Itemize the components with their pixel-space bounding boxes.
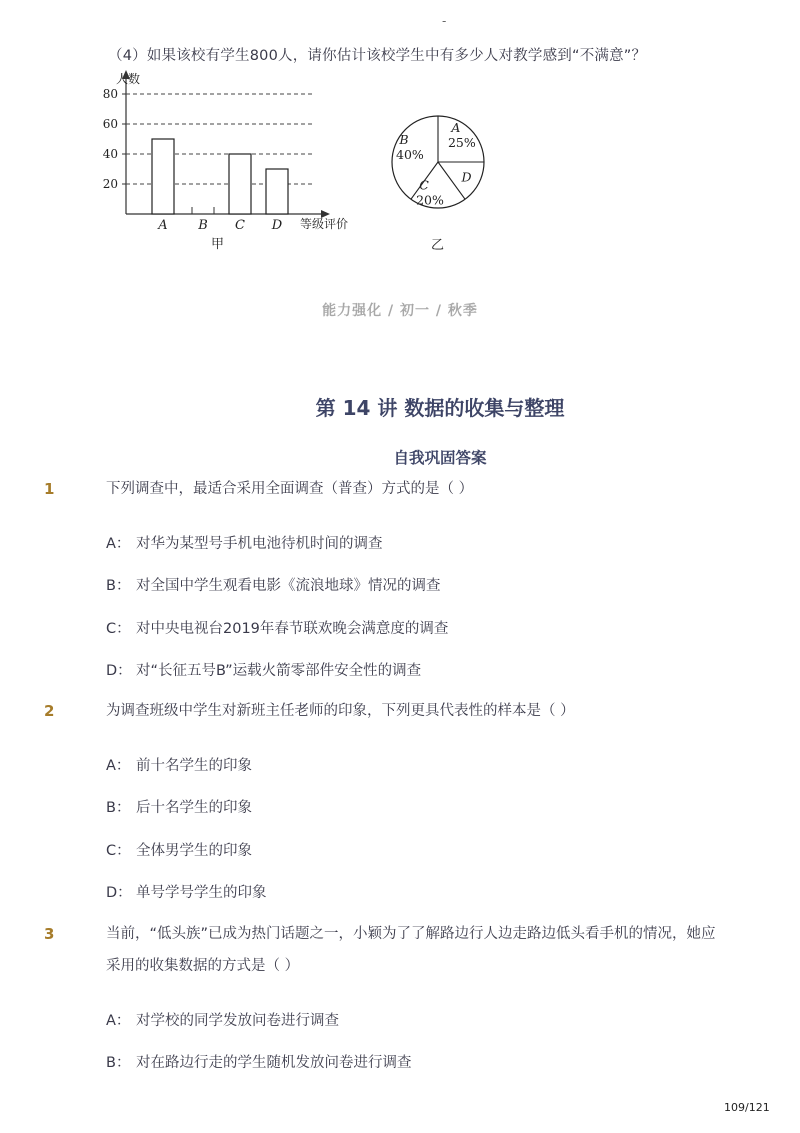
watermark-text: 能力强化 / 初一 / 秋季 — [322, 303, 478, 319]
bar-y-tick-label: 80 — [102, 87, 118, 101]
bar-y-tick-label: 20 — [102, 177, 118, 191]
bar-d — [266, 169, 288, 214]
pie-label-a: A — [451, 120, 461, 136]
option-2c — [106, 839, 252, 860]
option-text: 前十名学生的印象 — [136, 758, 252, 774]
option-1a — [106, 532, 383, 553]
option-text: 对全国中学生观看电影《流浪地球》情况的调查 — [136, 578, 441, 594]
option-2d — [106, 881, 267, 902]
question-text: 为调查班级中学生对新班主任老师的印象，下列更具代表性的样本是（ ） — [106, 703, 575, 719]
header-mark: - — [442, 14, 447, 28]
option-2a — [106, 754, 252, 775]
option-label: B： — [106, 800, 131, 816]
bar-y-label: 人数 — [116, 72, 141, 86]
option-label: B： — [106, 1055, 131, 1071]
option-3b — [106, 1051, 412, 1072]
charts-figure — [90, 66, 510, 260]
lesson-title: 第 14 讲 数据的收集与整理 — [315, 396, 565, 420]
bar-y-tick-label: 40 — [102, 147, 118, 161]
pie-caption: 乙 — [431, 238, 445, 253]
question-4-text: （4）如果该校有学生800人，请你估计该校学生中有多少人对教学感到“不满意”？ — [108, 48, 647, 64]
option-text: 后十名学生的印象 — [136, 800, 252, 816]
pie-label-c: C — [419, 177, 429, 193]
option-label: B： — [106, 578, 131, 594]
bar-a — [152, 139, 174, 214]
option-2b — [106, 796, 252, 817]
option-text: 单号学号学生的印象 — [136, 885, 267, 901]
pie-pct-b: 40% — [396, 147, 424, 163]
option-label: A： — [106, 758, 131, 774]
question-number: 2 — [44, 702, 55, 720]
bar-x-tick-label: C — [235, 218, 245, 233]
question-number: 1 — [44, 480, 55, 498]
bar-x-tick-label: A — [158, 218, 168, 233]
charts-svg — [90, 66, 510, 256]
question-text: 下列调查中，最适合采用全面调查（普查）方式的是（ ） — [106, 481, 474, 497]
option-text: 对在路边行走的学生随机发放问卷进行调查 — [136, 1055, 412, 1071]
bar-x-label: 等级评价 — [300, 217, 349, 231]
bar-x-tick-label: D — [271, 218, 283, 233]
option-1b — [106, 574, 441, 595]
option-text: 对华为某型号手机电池待机时间的调查 — [136, 536, 383, 552]
option-1c — [106, 617, 448, 638]
option-label: A： — [106, 536, 131, 552]
option-text: 对学校的同学发放问卷进行调查 — [136, 1013, 339, 1029]
bar-x-tick-label: B — [198, 218, 208, 233]
pie-pct-c: 20% — [416, 192, 444, 208]
bar-y-tick-label: 60 — [102, 117, 118, 131]
option-3a — [106, 1009, 339, 1030]
pie-label-d: D — [461, 169, 472, 185]
question-number: 3 — [44, 925, 55, 943]
bar-caption: 甲 — [211, 237, 225, 252]
option-text: 全体男学生的印象 — [136, 843, 252, 859]
answers-subtitle: 自我巩固答案 — [393, 449, 487, 467]
question-text: 当前，“低头族”已成为热门话题之一，小颖为了了解路边行人边走路边低头看手机的情况，她应采用的收集数据的方式是（ ） — [106, 926, 716, 974]
option-label: D： — [106, 885, 132, 901]
page-number: 109/121 — [724, 1101, 770, 1114]
option-label: C： — [106, 621, 131, 637]
option-1d — [106, 659, 421, 680]
pie-pct-a: 25% — [447, 135, 476, 151]
option-label: A： — [106, 1013, 131, 1029]
bar-c — [229, 154, 251, 214]
option-label: C： — [106, 843, 131, 859]
option-text: 对“长征五号B”运载火箭零部件安全性的调查 — [136, 663, 422, 679]
pie-label-b: B — [399, 132, 409, 148]
option-label: D： — [106, 663, 132, 679]
option-text: 对中央电视台2019年春节联欢晚会满意度的调查 — [136, 621, 449, 637]
